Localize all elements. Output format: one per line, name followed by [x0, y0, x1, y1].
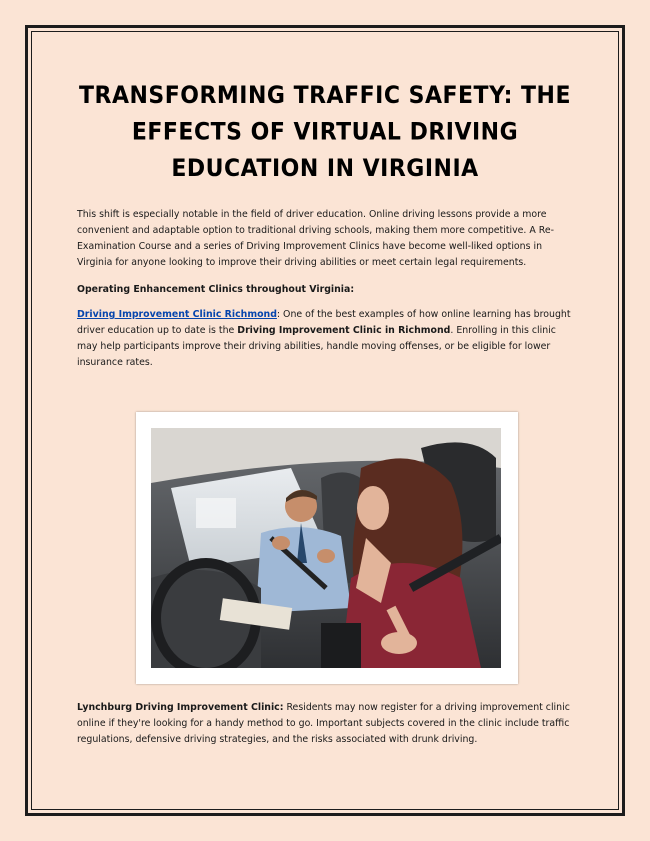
richmond-text-1: : One of the best examples of how online learning has brought driver education up to date is the — [77, 309, 571, 336]
section-heading: Operating Enhancement Clinics throughout Virginia: — [77, 284, 355, 295]
richmond-text-2: . Enrolling in this clinic may help participants improve their driving abilities, handle moving offenses, or be eligible for lower insurance rates. — [77, 325, 556, 368]
page-title: TRANSFORMING TRAFFIC SAFETY: THE EFFECTS OF VIRTUAL DRIVING EDUCATION IN VIRGINIA — [79, 82, 571, 183]
lynchburg-label: Lynchburg Driving Improvement Clinic: — [77, 702, 284, 713]
lynchburg-text: Residents may now register for a driving improvement clinic online if they're looking for a handy method to go. Important subjects covered in the clinic include traffic regulations, defensive driving strategies, and the risks associated with drunk driving. — [77, 702, 570, 745]
richmond-bold-text: Driving Improvement Clinic in Richmond — [237, 325, 451, 336]
driving-lesson-photo — [151, 428, 501, 668]
lynchburg-paragraph — [77, 700, 571, 748]
richmond-paragraph — [77, 307, 571, 371]
intro-paragraph: This shift is especially notable in the field of driver education. Online driving lessons provide a more convenient and adaptable option to traditional driving schools, making them more competitive. A Re-Examination Course and a series of Driving Improvement Clinics have become well-liked options in Virginia for anyone looking to improve their driving abilities or meet certain legal requirements. — [77, 209, 555, 268]
richmond-clinic-link[interactable]: Driving Improvement Clinic Richmond — [77, 309, 277, 320]
